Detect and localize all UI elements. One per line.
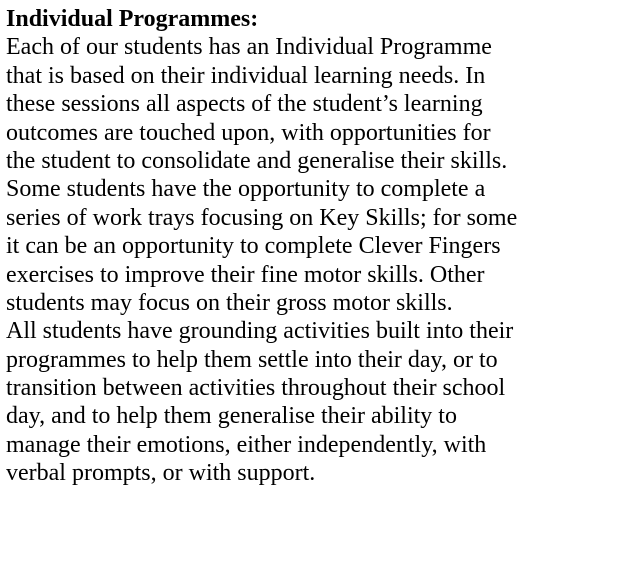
- paragraph-line: programmes to help them settle into their day, or to: [6, 346, 498, 373]
- paragraph-line: day, and to help them generalise their ability to: [6, 403, 457, 430]
- paragraph-line: that is based on their individual learning needs. In: [6, 62, 486, 89]
- paragraph-line: these sessions all aspects of the student’s learning: [6, 91, 483, 118]
- paragraph-line: outcomes are touched upon, with opportunities for: [6, 119, 491, 146]
- paragraph-line: the student to consolidate and generalise their skills.: [6, 147, 508, 174]
- paragraph-line: All students have grounding activities built into their: [6, 318, 514, 345]
- paragraph-line: series of work trays focusing on Key Skills; for some: [6, 204, 518, 231]
- paragraph-line: manage their emotions, either independently, with: [6, 431, 487, 458]
- paragraph-line: transition between activities throughout their school: [6, 375, 506, 402]
- paragraph-line: Each of our students has an Individual Programme: [6, 34, 492, 61]
- paragraph-line: verbal prompts, or with support.: [6, 460, 316, 487]
- paragraph-line: exercises to improve their fine motor skills. Other: [6, 261, 485, 288]
- paragraph-line: it can be an opportunity to complete Clever Fingers: [6, 233, 501, 260]
- paragraph-line: students may focus on their gross motor skills.: [6, 289, 453, 316]
- paragraph-line: Some students have the opportunity to complete a: [6, 176, 486, 203]
- section-heading: Individual Programmes:: [6, 6, 259, 32]
- document-body: [6, 5, 620, 488]
